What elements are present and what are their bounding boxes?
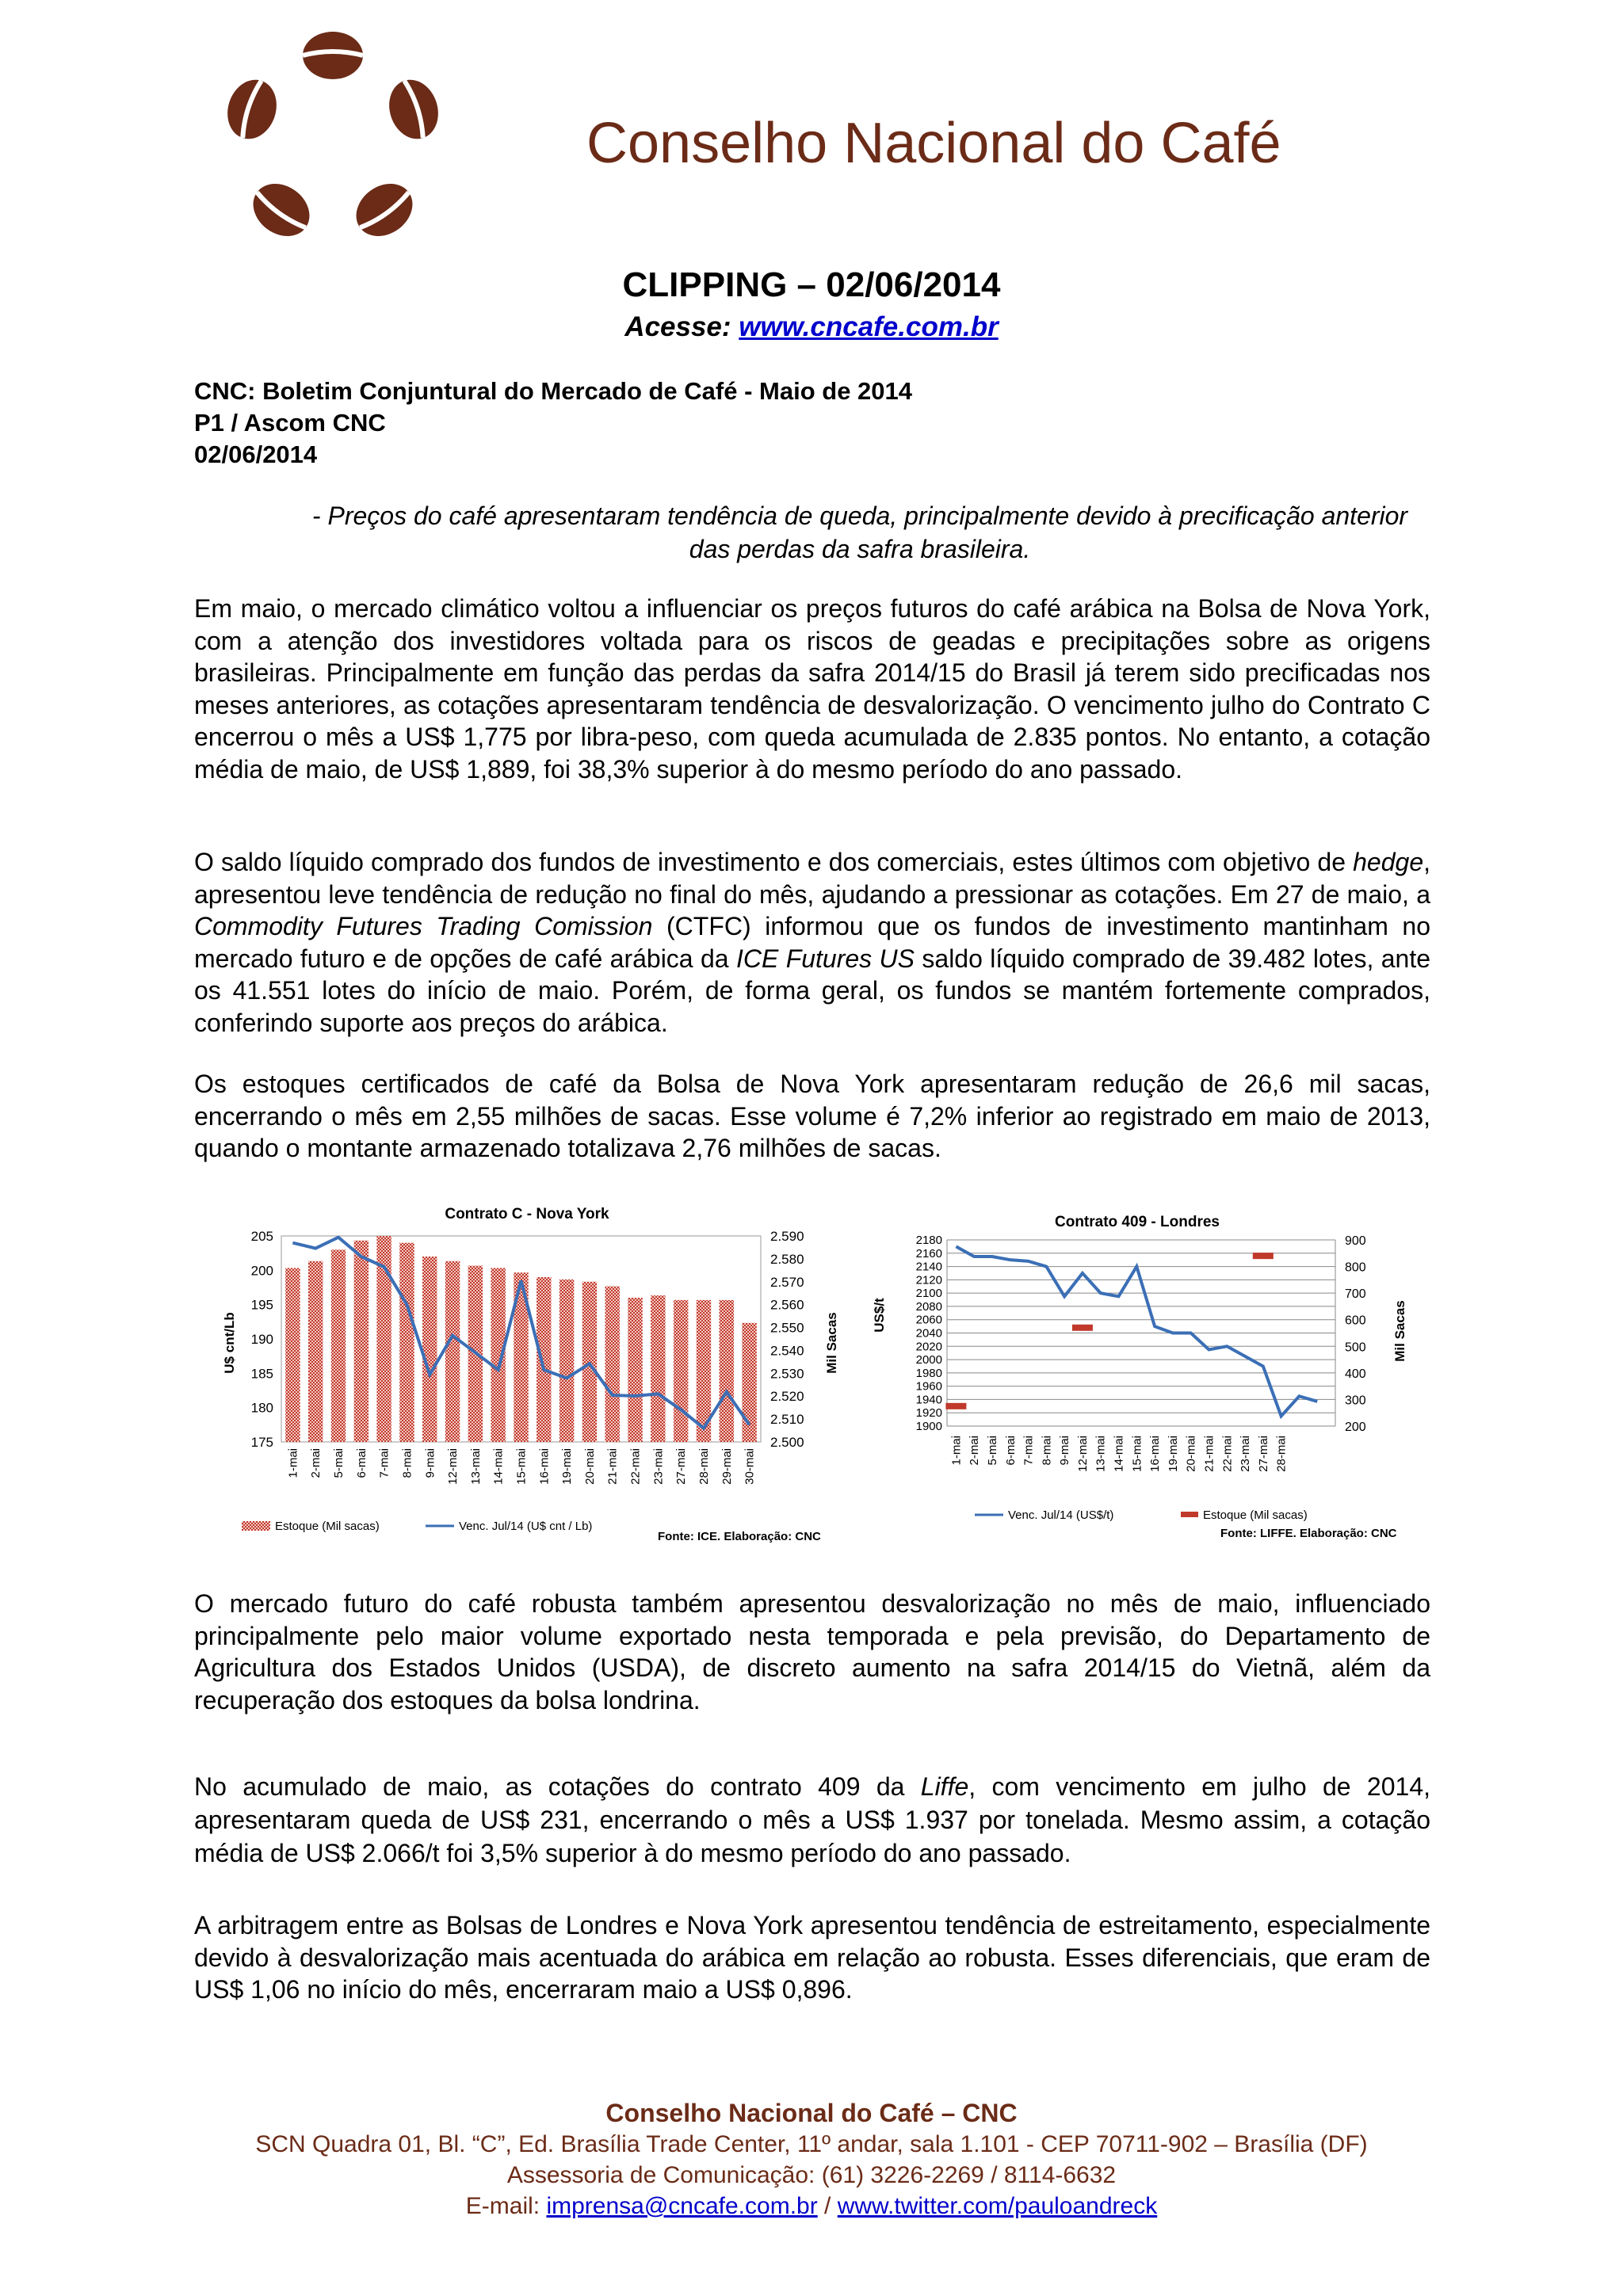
chart1-right-tick: 2.540 [770,1343,804,1359]
chart1-bar [422,1257,437,1442]
chart-contrato-409 [872,1204,1426,1561]
chart2-ylabel-right: Mil Sacas [1392,1300,1407,1362]
chart2-left-tick: 2120 [915,1273,942,1287]
chart1-legend-bar-swatch [242,1521,270,1531]
chart1-x-tick: 16-mai [537,1448,552,1485]
chart2-right-tick: 700 [1345,1287,1366,1302]
chart1-right-tick: 2.560 [770,1297,804,1313]
chart2-right-tick: 900 [1345,1234,1366,1248]
access-label: Acesse: [624,311,739,342]
chart1-x-tick: 9-mai [423,1448,437,1478]
chart1-left-tick: 185 [250,1366,273,1382]
chart2-left-tick: 1980 [915,1366,942,1380]
chart2-left-tick: 1900 [915,1420,942,1433]
chart1-x-tick: 28-mai [697,1448,711,1485]
chart2-left-tick: 2040 [915,1326,942,1341]
clipping-title: CLIPPING – 02/06/2014 [622,265,1001,304]
paragraph-4: O mercado futuro do café robusta também apresentou desvalorização no mês de maio, influenciado principalmente pelo maior volume exportado nesta temporada e pela previsão, do Departamento de Agricultura dos Estados Unidos (USDA), de discreto aumento na safra 2014/15 do Vietnã, além da recuperação dos estoques da bolsa londrina. [194,1589,1430,1714]
chart2-x-tick: 19-mai [1166,1436,1180,1472]
chart1-bar [537,1277,551,1442]
chart2-source: Fonte: LIFFE. Elaboração: CNC [1220,1527,1397,1540]
chart2-right-tick: 500 [1345,1341,1366,1355]
chart1-ylabel-left: U$ cnt/Lb [222,1312,237,1374]
chart1-bar [308,1261,323,1442]
paragraph-2: O saldo líquido comprado dos fundos de investimento e dos comerciais, estes últimos com objetivo de hedge, apresentou leve tendência de redução no final do mês, ajudando a pressionar as cotações. Em 27 de maio, a Commodity Futures Trading Comission (CTFC) informou que os fundos de investimento mantinham no mercado futuro e de opções de café arábica da ICE Futures US saldo líquido comprado de 39.482 lotes, ante os 41.551 lotes do início de maio. Porém, de forma geral, os fundos se mantém fortemente comprados, conferindo suporte aos preços do arábica. [194,848,1431,1037]
chart2-left-tick: 2020 [915,1340,942,1354]
chart1-left-tick: 175 [250,1435,273,1450]
chart2-stock-marker [1072,1325,1093,1331]
chart1-right-tick: 2.530 [770,1366,804,1382]
chart2-x-tick: 12-mai [1075,1436,1090,1472]
chart1-x-tick: 22-mai [628,1448,643,1485]
chart2-right-tick: 400 [1345,1367,1366,1381]
chart1-x-tick: 21-mai [605,1448,620,1485]
chart1-title: Contrato C - Nova York [445,1206,609,1222]
chart1-bar [559,1280,574,1442]
chart1-source: Fonte: ICE. Elaboração: CNC [658,1530,821,1543]
chart2-x-tick: 9-mai [1058,1436,1072,1466]
chart2-title: Contrato 409 - Londres [1055,1214,1220,1230]
chart1-x-tick: 7-mai [377,1448,391,1478]
chart1-left-tick: 200 [250,1263,273,1279]
chart2-left-tick: 1940 [915,1393,942,1407]
chart2-left-tick: 1920 [915,1406,942,1421]
site-link[interactable]: www.cncafe.com.br [739,311,999,342]
chart1-left-tick: 195 [250,1297,273,1313]
chart2-x-tick: 16-mai [1148,1436,1163,1472]
chart2-x-tick: 20-mai [1184,1436,1198,1472]
access-line [0,311,1623,343]
footer-phone: Assessoria de Comunicação: (61) 3226-2269 / 8114-6632 [506,2162,1117,2188]
chart-contrato-c [202,1204,839,1561]
chart1-x-tick: 12-mai [446,1448,460,1485]
chart2-x-tick: 14-mai [1112,1436,1126,1472]
twitter-link[interactable]: www.twitter.com/pauloandreck [837,2193,1158,2219]
chart2-x-tick: 7-mai [1022,1436,1036,1466]
cnc-logo [214,24,452,269]
chart2-ylabel-left: US$/t [872,1298,887,1333]
chart2-x-tick: 6-mai [1003,1436,1018,1466]
chart2-x-tick: 8-mai [1040,1436,1054,1466]
chart1-right-tick: 2.570 [770,1274,804,1290]
chart2-left-tick: 2060 [915,1313,942,1327]
chart2-x-tick: 13-mai [1094,1436,1108,1472]
chart1-bar [399,1243,414,1442]
chart1-bar [605,1287,620,1442]
chart2-legend-mark-swatch [1181,1512,1198,1517]
chart2-left-tick: 2140 [915,1260,942,1274]
footer-address: SCN Quadra 01, Bl. “C”, Ed. Brasília Trade Center, 11º andar, sala 1.101 - CEP 70711-902 – Brasília (DF) [255,2131,1368,2157]
chart1-x-tick: 2-mai [309,1448,323,1478]
chart2-right-tick: 600 [1345,1314,1366,1328]
chart1-bar [445,1261,460,1442]
chart2-left-tick: 1960 [915,1379,942,1394]
email-link[interactable]: imprensa@cncafe.com.br [546,2193,818,2219]
chart1-right-tick: 2.510 [770,1412,804,1428]
chart1-left-tick: 205 [250,1229,273,1244]
chart2-left-tick: 2080 [915,1299,942,1314]
chart1-x-tick: 23-mai [651,1448,666,1485]
chart1-x-tick: 5-mai [332,1448,346,1478]
chart2-left-tick: 2100 [915,1287,942,1301]
article-lead: - Preços do café apresentaram tendência de queda, principalmente devido à precificação anterior das perdas da safra brasileira. [311,502,1408,563]
chart1-bar [331,1249,346,1442]
chart1-x-tick: 20-mai [582,1448,597,1485]
chart1-bar [628,1298,642,1442]
chart2-left-tick: 2160 [915,1246,942,1261]
paragraph-5: No acumulado de maio, as cotações do contrato 409 da Liffe, com vencimento em julho de 2014, apresentaram queda de US$ 231, encerrando o mês a US$ 1.937 por tonelada. Mesmo assim, a cotação média de US$ 2.066/t foi 3,5% superior à do mesmo período do ano passado. [194,1772,1431,1867]
chart1-x-tick: 30-mai [743,1448,757,1485]
chart1-x-tick: 8-mai [400,1448,414,1478]
chart1-x-tick: 27-mai [674,1448,689,1485]
chart1-right-tick: 2.590 [770,1229,804,1244]
chart1-x-tick: 19-mai [560,1448,575,1485]
chart2-x-tick: 1-mai [949,1436,964,1466]
chart1-left-tick: 190 [250,1332,273,1347]
chart2-x-tick: 22-mai [1220,1436,1235,1472]
chart1-legend-line: Venc. Jul/14 (U$ cnt / Lb) [459,1520,593,1533]
chart1-bar [720,1300,734,1442]
chart1-right-tick: 2.520 [770,1389,804,1405]
chart1-legend-bar: Estoque (Mil sacas) [275,1520,380,1533]
footer-contact: E-mail: imprensa@cncafe.com.br / www.twitter.com/pauloandreck [465,2193,1158,2219]
footer [0,2098,1623,2222]
chart1-right-tick: 2.500 [770,1435,804,1450]
chart1-x-tick: 1-mai [286,1448,300,1478]
chart2-legend-mark: Estoque (Mil sacas) [1203,1508,1308,1522]
chart1-x-tick: 29-mai [720,1448,734,1485]
chart1-bar [674,1300,688,1442]
chart1-left-tick: 180 [250,1400,273,1416]
chart1-right-tick: 2.550 [770,1320,804,1336]
article-headline: CNC: Boletim Conjuntural do Mercado de Café - Maio de 2014 [194,377,913,405]
chart2-x-tick: 21-mai [1202,1436,1216,1472]
chart1-bar [354,1241,369,1442]
org-name: Conselho Nacional do Café [586,112,1281,175]
footer-title: Conselho Nacional do Café – CNC [605,2099,1018,2127]
chart2-left-tick: 2180 [915,1234,942,1247]
chart2-x-tick: 2-mai [968,1436,982,1466]
article-source: P1 / Ascom CNC [194,409,386,437]
chart2-left-tick: 2000 [915,1353,942,1367]
chart2-right-tick: 300 [1345,1394,1366,1408]
paragraph-6: A arbitragem entre as Bolsas de Londres e Nova York apresentou tendência de estreitamento, especialmente devido à desvalorização mais acentuada do arábica em relação ao robusta. Esses diferenciais, que eram de US$ 1,06 no início do mês, encerraram maio a US$ 0,896. [194,1911,1430,2004]
chart2-x-tick: 5-mai [985,1436,999,1466]
chart2-x-tick: 15-mai [1130,1436,1144,1472]
paragraph-1: Em maio, o mercado climático voltou a influenciar os preços futuros do café arábica na Bolsa de Nova York, com a atenção dos investidores voltada para os riscos de geadas e precipitações sobre as origens brasileiras. Principalmente em função das perdas da safra 2014/15 do Brasil já terem sido precificadas nos meses anteriores, as cotações apresentaram tendência de desvalorização. O vencimento julho do Contrato C encerrou o mês a US$ 1,775 por libra-peso, com queda acumulada de 2.835 pontos. No entanto, a cotação média de maio, de US$ 1,889, foi 38,3% superior à do mesmo período do ano passado. [194,594,1430,784]
chart1-bar [285,1268,300,1442]
chart2-x-tick: 27-mai [1256,1436,1270,1472]
chart2-stock-marker [1253,1253,1274,1259]
chart2-line-series [956,1246,1317,1416]
chart2-stock-marker [945,1403,966,1409]
paragraph-3: Os estoques certificados de café da Bolsa de Nova York apresentaram redução de 26,6 mil sacas, encerrando o mês em 2,55 milhões de sacas. Esse volume é 7,2% inferior ao registrado em maio de 2013, quando o montante armazenado totalizava 2,76 milhões de sacas. [194,1070,1430,1162]
chart1-x-tick: 6-mai [354,1448,369,1478]
chart1-ylabel-right: Mil Sacas [824,1312,839,1374]
chart2-legend-line: Venc. Jul/14 (US$/t) [1008,1508,1114,1522]
article-date: 02/06/2014 [194,441,318,468]
chart1-x-tick: 15-mai [514,1448,529,1485]
chart1-x-tick: 14-mai [491,1448,506,1485]
chart2-x-tick: 23-mai [1239,1436,1253,1472]
chart2-right-tick: 800 [1345,1261,1366,1275]
chart2-right-tick: 200 [1345,1421,1366,1434]
chart1-bar [651,1295,665,1442]
chart1-right-tick: 2.580 [770,1251,804,1267]
chart2-x-tick: 28-mai [1274,1436,1289,1472]
chart1-x-tick: 13-mai [468,1448,483,1485]
